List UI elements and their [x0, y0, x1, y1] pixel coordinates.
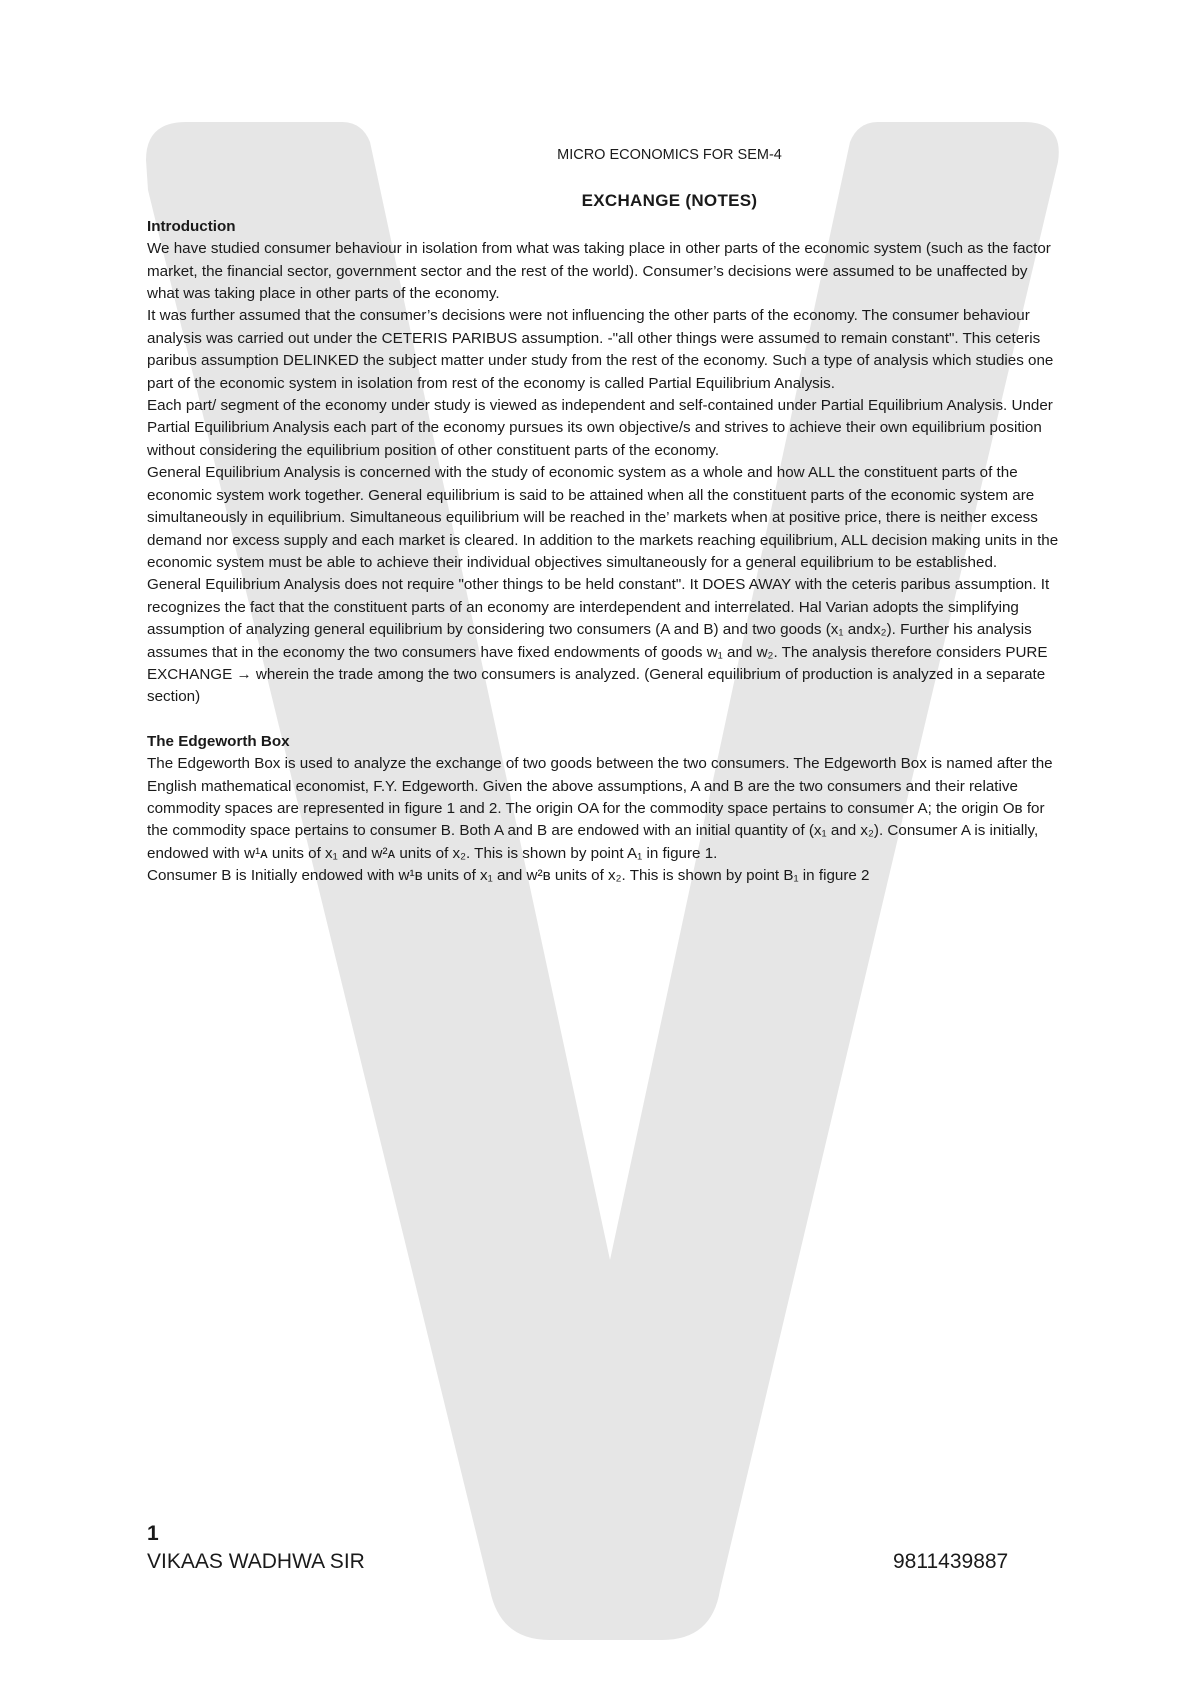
paragraph: We have studied consumer behaviour in isolation from what was taking place in other parts of the economic system (such as the factor market, the financial sector, government sector and the rest of the world). Consumer’s decisions were assumed to be unaffected by what was taking place in other parts of the economy.	[147, 240, 1051, 303]
section-heading-introduction: Introduction	[147, 217, 236, 235]
paragraph: Each part/ segment of the economy under study is viewed as independent and self-contained under Partial Equilibrium Analysis. Under Partial Equilibrium Analysis each part of the economy pursues its own objective/s and strives to achieve their own equilibrium position without considering the equilibrium position of other constituent parts of the economy.	[147, 397, 1053, 459]
page-number: 1	[147, 1522, 159, 1545]
section-heading-edgeworth-box: The Edgeworth Box	[147, 732, 290, 750]
paragraph: General Equilibrium Analysis is concerned with the study of economic system as a whole and how ALL the constituent parts of the economic system work together. General equilibrium is said to be attained when all the constituent parts of the economic system are simultaneously in equilibrium. Simultaneous equilibrium will be reached in the’ markets when at positive price, there is neither excess demand nor excess supply and each market is cleared. In addition to the markets reaching equilibrium, ALL decision making units in the economic system must be able to achieve their individual objectives simultaneously for a general equilibrium to be established.	[147, 464, 1059, 571]
paragraph: Consumer B is Initially endowed with w¹ʙ units of x₁ and w²ʙ units of x₂. This is shown by point B₁ in figure 2	[147, 867, 870, 885]
course-title: MICRO ECONOMICS FOR SEM-4	[557, 147, 782, 163]
document-body	[147, 144, 1062, 888]
paragraph: The Edgeworth Box is used to analyze the exchange of two goods between the two consumers. The Edgeworth Box is named after the English mathematical economist, F.Y. Edgeworth. Given the above assumptions, A and B are the two consumers and their relative commodity spaces are represented in figure 1 and 2. The origin OA for the commodity space pertains to consumer A; the origin Oʙ for the commodity space pertains to consumer B. Both A and B are endowed with an initial quantity of (x₁ and x₂). Consumer A is initially, endowed with w¹ᴀ units of x₁ and w²ᴀ units of x₂. This is shown by point A₁ in figure 1.	[147, 755, 1053, 862]
paragraph: It was further assumed that the consumer’s decisions were not influencing the other parts of the economy. The consumer behaviour analysis was carried out under the CETERIS PARIBUS assumption. -"all other things were assumed to remain constant". This ceteris paribus assumption DELINKED the subject matter under study from the rest of the economy. Such a type of analysis which studies one part of the economic system in isolation from rest of the economy is called Partial Equilibrium Analysis.	[147, 307, 1054, 392]
footer-phone: 9811439887	[893, 1550, 1009, 1573]
footer-author: VIKAAS WADHWA SIR	[147, 1550, 365, 1573]
paragraph: General Equilibrium Analysis does not require "other things to be held constant". It DOES AWAY with the ceteris paribus assumption. It recognizes the fact that the constituent parts of an economy are interdependent and interrelated. Hal Varian adopts the simplifying assumption of analyzing general equilibrium by considering two consumers (A and B) and two goods (x₁ andx₂). Further his analysis assumes that in the economy the two consumers have fixed endowments of goods w₁ and w₂. The analysis therefore considers PURE EXCHANGE → wherein the trade among the two consumers is analyzed. (General equilibrium of production is analyzed in a separate section)	[147, 576, 1050, 706]
document-title: EXCHANGE (NOTES)	[581, 191, 758, 211]
section-spacer	[147, 709, 1062, 731]
